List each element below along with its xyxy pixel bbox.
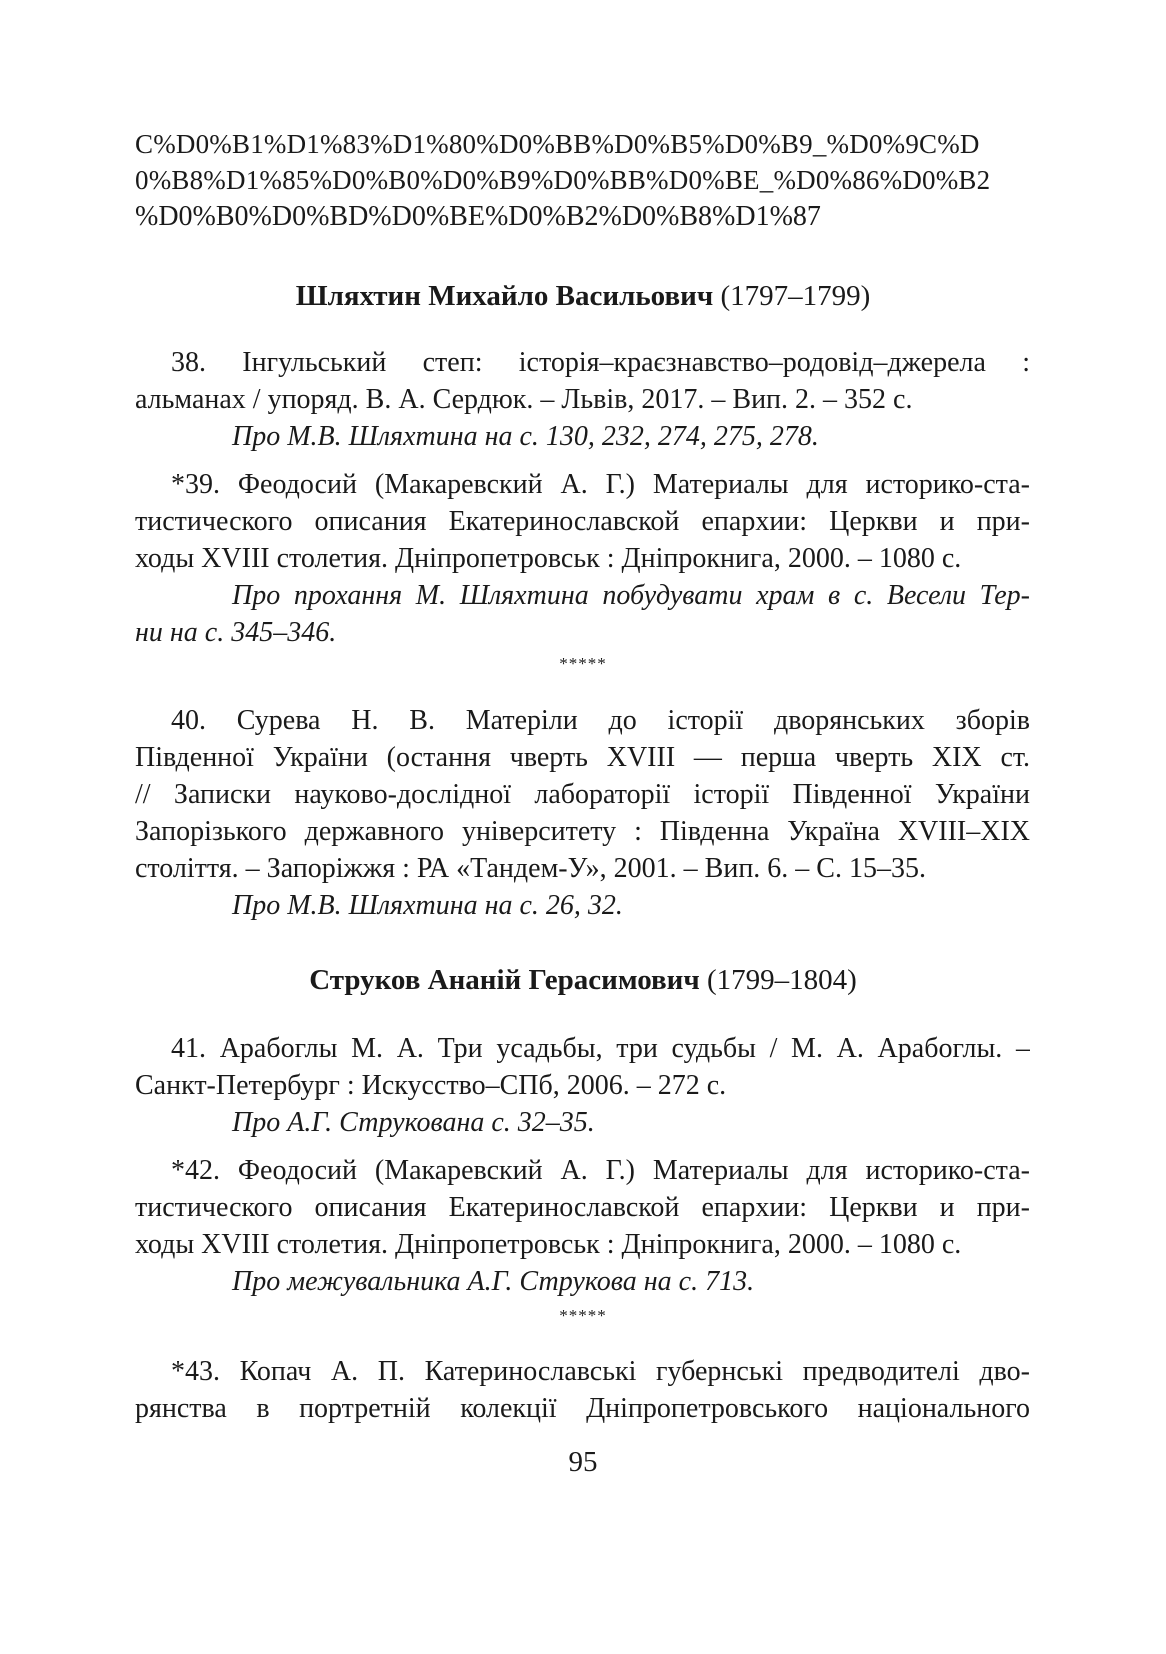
bibliography-entry [135, 466, 1030, 651]
entry-note: Про М.В. Шляхтина на с. 130, 232, 274, 275, 278. [232, 421, 819, 452]
entry-note: Про М.В. Шляхтина на с. 26, 32. [232, 890, 623, 921]
separator: ***** [559, 654, 607, 673]
bibliography-entry [135, 1353, 1030, 1427]
url-line: 0%B8%D1%85%D0%B0%D0%B9%D0%BB%D0%BE_%D0%86%D0%B2 [135, 165, 991, 195]
entry-line: Південної України (остання чверть XVIII — перша чверть XIX ст. [135, 742, 1030, 773]
entry-line: ходы XVIII столетия. Дніпропетровськ : Дніпрокнига, 2000. – 1080 с. [135, 543, 962, 574]
bibliography-entry [135, 702, 1030, 924]
entry-note: ни на с. 345–346. [135, 617, 337, 648]
entry-line: 38. Інгульський степ: історія–краєзнавство–родовід–джерела : [171, 347, 1030, 378]
entry-line: альманах / упоряд. В. А. Сердюк. – Львів, 2017. – Вип. 2. – 352 с. [135, 384, 913, 415]
url-continuation [135, 126, 1030, 234]
entry-note: Про межувальника А.Г. Струкова на с. 713. [232, 1266, 755, 1297]
entry-line: Запорізького державного університету : Південна Україна XVIII–XIX [135, 816, 1030, 847]
entry-line: *43. Копач А. П. Катеринославські губернські предводителі дво- [171, 1356, 1030, 1387]
entry-line: // Записки науково-дослідної лабораторії історії Південної України [135, 779, 1030, 810]
entry-line: тистического описания Екатеринославской епархии: Церкви и при- [135, 1192, 1030, 1223]
person-years: (1799–1804) [706, 964, 857, 996]
person-name: Шляхтин Михайло Васильович [295, 280, 714, 312]
page-number: 95 [568, 1446, 598, 1478]
entry-line: *42. Феодосий (Макаревский А. Г.) Материалы для историко-ста- [171, 1155, 1030, 1186]
person-name: Струков Ананій Герасимович [309, 964, 700, 996]
bibliography-entry [135, 1030, 1030, 1141]
entry-line: століття. – Запоріжжя : РА «Тандем-У», 2001. – Вип. 6. – С. 15–35. [135, 853, 926, 884]
section-heading [0, 280, 1166, 313]
bibliography-entry [135, 344, 1030, 455]
bibliography-entry [135, 1152, 1030, 1300]
entry-note: Про А.Г. Струкована с. 32–35. [232, 1107, 595, 1138]
entry-line: 40. Сурева Н. В. Матеріли до історії дворянських зборів [171, 705, 1030, 736]
entry-line: рянства в портретній колекції Дніпропетровського національного [135, 1393, 1030, 1424]
url-line: C%D0%B1%D1%83%D1%80%D0%BB%D0%B5%D0%B9_%D0%9C%D [135, 129, 980, 159]
separator: ***** [559, 1306, 607, 1325]
entry-line: 41. Арабоглы М. А. Три усадьбы, три судьбы / М. А. Арабоглы. – [171, 1033, 1030, 1064]
person-years: (1797–1799) [720, 280, 871, 312]
url-line: %D0%B0%D0%BD%D0%BE%D0%B2%D0%B8%D1%87 [135, 201, 821, 232]
entry-note: Про прохання М. Шляхтина побудувати храм в с. Весели Тер- [232, 580, 1030, 611]
entry-line: Санкт-Петербург : Искусство–СПб, 2006. – 272 с. [135, 1070, 727, 1101]
entry-line: тистического описания Екатеринославской епархии: Церкви и при- [135, 506, 1030, 537]
entry-line: *39. Феодосий (Макаревский А. Г.) Материалы для историко-ста- [171, 469, 1030, 500]
entry-line: ходы XVIII столетия. Дніпропетровськ : Дніпрокнига, 2000. – 1080 с. [135, 1229, 962, 1260]
section-heading [0, 964, 1166, 997]
